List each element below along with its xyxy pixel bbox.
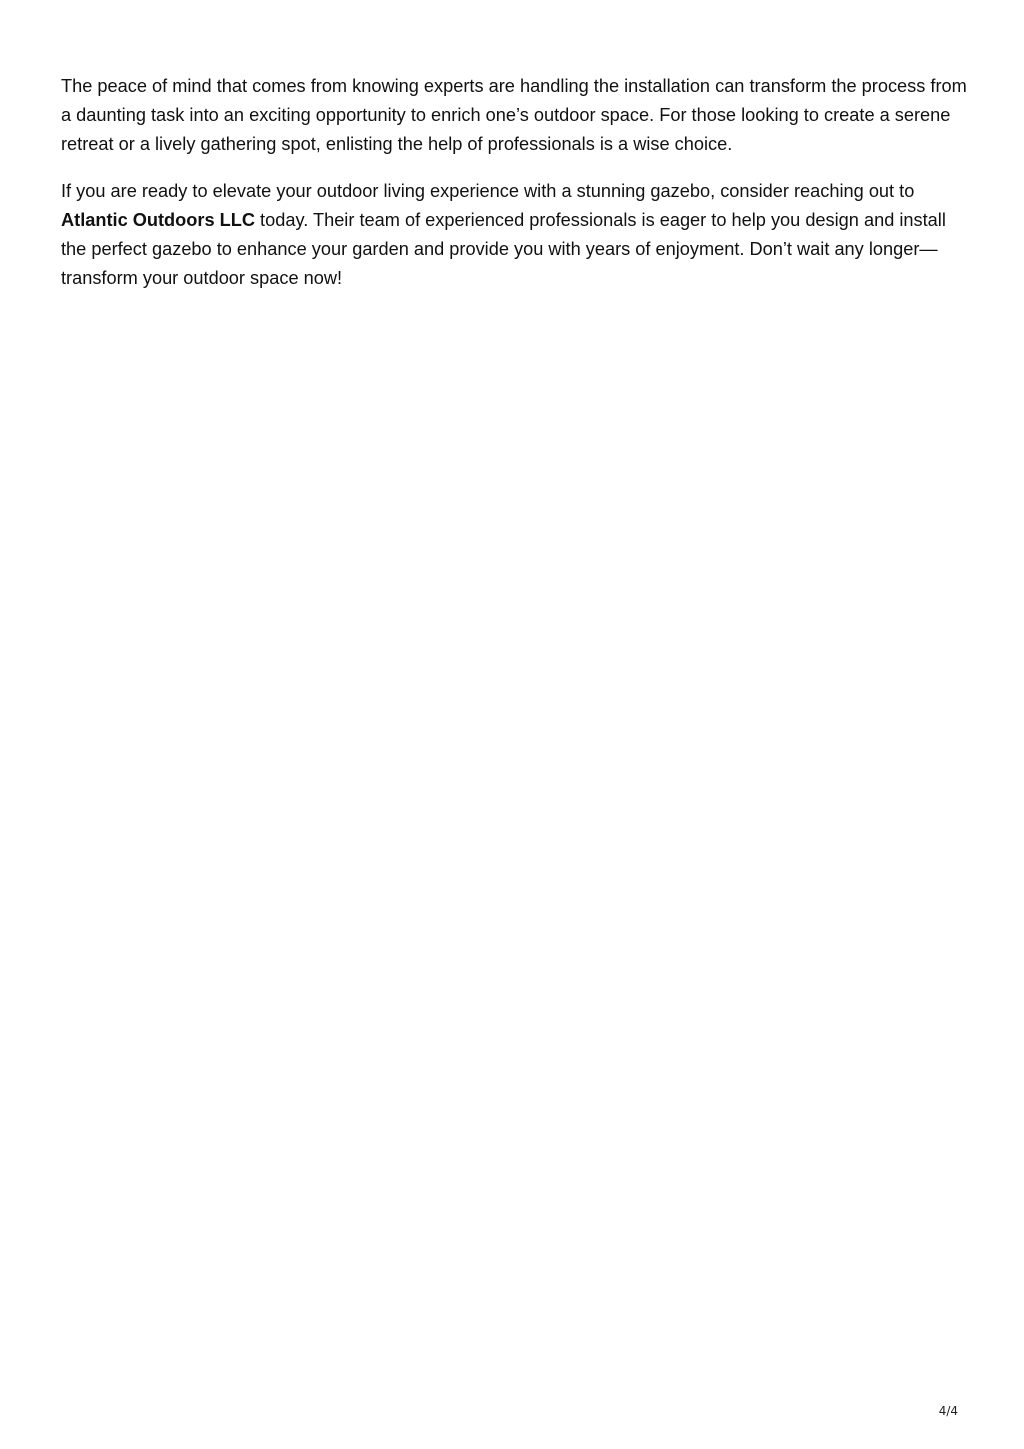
document-page-content [61,72,967,311]
call-to-action-text-before-company: If you are ready to elevate your outdoor living experience with a stunning gazebo, consider reaching out to [61,181,915,201]
call-to-action-paragraph [61,177,967,293]
call-to-action-text-after-company: today. Their team of experienced professionals is eager to help you design and install the perfect gazebo to enhance your garden and provide you with years of enjoyment. Don’t wait any longer—transform your outdoor space now! [61,210,946,288]
company-name: Atlantic Outdoors LLC [61,210,255,230]
page-number: 4/4 [938,1404,958,1418]
installation-peace-of-mind-paragraph: The peace of mind that comes from knowing experts are handling the installation can transform the process from a daunting task into an exciting opportunity to enrich one’s outdoor space. For those looking to create a serene retreat or a lively gathering spot, enlisting the help of professionals is a wise choice. [61,76,967,154]
